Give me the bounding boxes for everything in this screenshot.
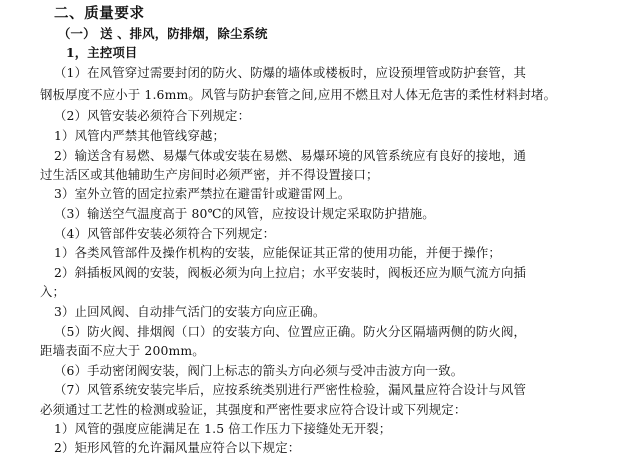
paragraph-line: 距墙表面不应大于 200mm。: [40, 343, 205, 358]
paragraph-line: 3）止回风阀、自动排气活门的安装方向应正确。: [54, 304, 326, 319]
paragraph-line: 1）各类风管部件及操作机构的安装，应能保证其正常的使用功能，并便于操作；: [54, 245, 501, 260]
paragraph-line: （7）风管系统安装完毕后，应按系统类别进行严密性检验，漏风量应符合设计与风管: [54, 382, 527, 397]
paragraph-line: （6）手动密闭阀安装，阀门上标志的箭头方向必须与受冲击波方向一致。: [54, 363, 464, 378]
section-title: 二、质量要求: [54, 5, 145, 22]
paragraph-line: （1）在风管穿过需要封闭的防火、防爆的墙体或楼板时，应设预埋管或防护套管，其: [54, 65, 527, 80]
paragraph-line: （4）风管部件安装必须符合下列规定：: [54, 226, 276, 241]
paragraph-line: 过生活区或其他辅助生产房间时必须严密，并不得设置接口；: [40, 167, 379, 182]
paragraph-line: （3）输送空气温度高于 80℃的风管，应按设计规定采取防护措施。: [54, 206, 435, 221]
paragraph-line: 2）斜插板风阀的安装，阀板必须为向上拉启；水平安装时，阀板还应为顺气流方向插: [54, 265, 527, 280]
subsection-heading: （一） 送 、排风，防排烟，除尘系统: [58, 26, 268, 41]
paragraph-line: （5）防火阀、排烟阀（口）的安装方向、位置应正确。防火分区隔墙两侧的防火阀，: [54, 324, 527, 339]
paragraph-line: 必须通过工艺性的检测或验证，其强度和严密性要求应符合设计或下列规定：: [40, 402, 467, 417]
paragraph-line: 1）风管的强度应能满足在 1.5 倍工作压力下接缝处无开裂；: [54, 421, 392, 436]
paragraph-line: 1）风管内严禁其他管线穿越；: [54, 128, 226, 143]
paragraph-line: 2）输送含有易燃、易爆气体或安装在易燃、易爆环境的风管系统应有良好的接地，通: [54, 148, 527, 163]
paragraph-line: 2）矩形风管的允许漏风量应符合以下规定：: [54, 440, 301, 455]
paragraph-line: （2）风管安装必须符合下列规定：: [54, 108, 251, 123]
paragraph-line: 入；: [40, 284, 66, 299]
paragraph-line: 3）室外立管的固定拉索严禁拉在避雷针或避雷网上。: [54, 186, 351, 201]
paragraph-line: 钢板厚度不应小于 1.6mm。风管与防护套管之间,应用不燃且对人体无危害的柔性材料封堵。: [40, 87, 557, 102]
main-control-heading: 1，主控项目: [66, 45, 138, 60]
